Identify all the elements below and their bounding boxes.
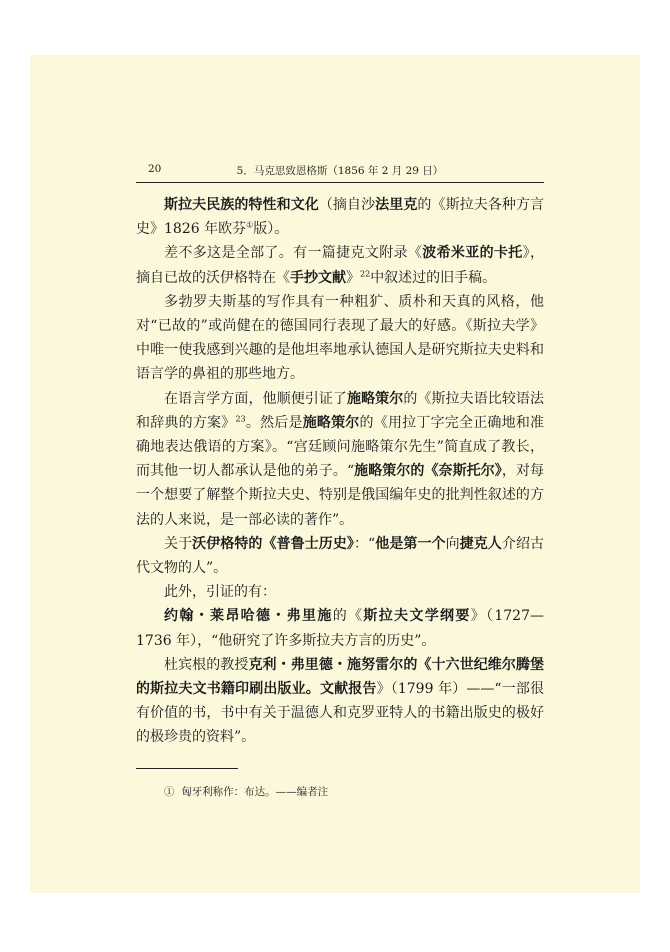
footnote-marker: ①: [246, 220, 254, 230]
page-number: 20: [148, 163, 162, 175]
running-title: 5．马克思致恩格斯（1856 年 2 月 29 日）: [236, 165, 444, 177]
running-header: [136, 160, 544, 183]
cited-title: 手抄文献: [290, 269, 346, 286]
paragraph-4: 在语言学方面，他顺便引证了施略策尔的《斯拉夫语比较语法和辞典的方案》$^{23}$。然后是施略策尔的《用拉丁字完全正确地和准确地表达俄语的方案》。“宫廷顾问施略策尔先生”简直成了教长，而其他一切人都承认是他的弟子。“施略策尔的《奈斯托尔》，对每一个想要了解整个斯拉夫史、特别是俄国编年史的批判性叙述的方法的人来说，是一部必读的著作”。: [136, 390, 545, 528]
footnote-text: 匈牙利称作：布达。——编者注: [181, 786, 329, 798]
paragraph-3: 多勃罗夫斯基的写作具有一种粗犷、质朴和天真的风格，他对“已故的”或尚健在的德国同行表现了最大的好感。《斯拉夫学》中唯一使我感到兴趣的是他坦率地承认德国人是研究斯拉夫史料和语言学的鼻祖的那些地方。: [136, 293, 544, 383]
emphasis: 他是第一个: [375, 535, 446, 552]
cited-title: 克利・弗里德・施努雷尔的《十六世纪维尔腾堡的斯拉夫文书籍印刷出版业。文献报告: [136, 656, 545, 698]
footnote-divider: [136, 768, 238, 769]
paragraph-1: 斯拉夫民族的特性和文化（摘自沙法里克的《斯拉夫各种方言史》1826 年欧芬①版）。: [136, 197, 545, 238]
book-title-cited: 斯拉夫各种方言史: [136, 197, 545, 238]
paragraph-5: 关于沃伊格特的《普鲁士历史》：“他是第一个向捷克人介绍古代文物的人”。: [136, 535, 545, 577]
paragraph-6: 此外，引证的有：: [164, 584, 276, 601]
footnote-marker: ①: [164, 786, 175, 798]
author-name: 施略策尔: [302, 414, 360, 431]
author-name: 法里克: [375, 197, 418, 213]
cited-title: 斯拉夫文学纲要: [363, 608, 471, 625]
endnote-marker: 23: [235, 414, 246, 424]
cited-title: 施略策尔的《奈斯托尔》: [354, 463, 502, 480]
book-title: 斯拉夫民族的特性和文化: [164, 197, 319, 213]
body-text: [136, 193, 544, 750]
paragraph-7: 约翰・莱昂哈德・弗里施的《斯拉夫文学纲要》（1727—1736 年），“他研究了许多斯拉夫方言的历史”。: [136, 608, 545, 649]
emphasis: 捷克人: [459, 535, 502, 552]
paragraph-8: 杜宾根的教授克利・弗里德・施努雷尔的《十六世纪维尔腾堡的斯拉夫文书籍印刷出版业。文献报告》（1799 年）——“一部很有价值的书，书中有关于温德人和克罗亚特人的书籍出版史的极好的极珍贵的资料”。: [136, 656, 545, 746]
author-name: 施略策尔: [347, 390, 404, 407]
cited-title: 沃伊格特的《普鲁士历史》: [192, 535, 354, 552]
endnote-marker: 22: [360, 268, 371, 278]
footnote: [164, 784, 328, 799]
paragraph-2: 差不多这是全部了。有一篇捷克文附录《波希米亚的卡托》，摘自已故的沃伊格特在《手抄文献》$^{22}$中叙述过的旧手稿。: [136, 245, 545, 286]
cited-title: 波希米亚的卡托: [422, 245, 523, 262]
author-name: 约翰・莱昂哈德・弗里施: [164, 608, 333, 625]
